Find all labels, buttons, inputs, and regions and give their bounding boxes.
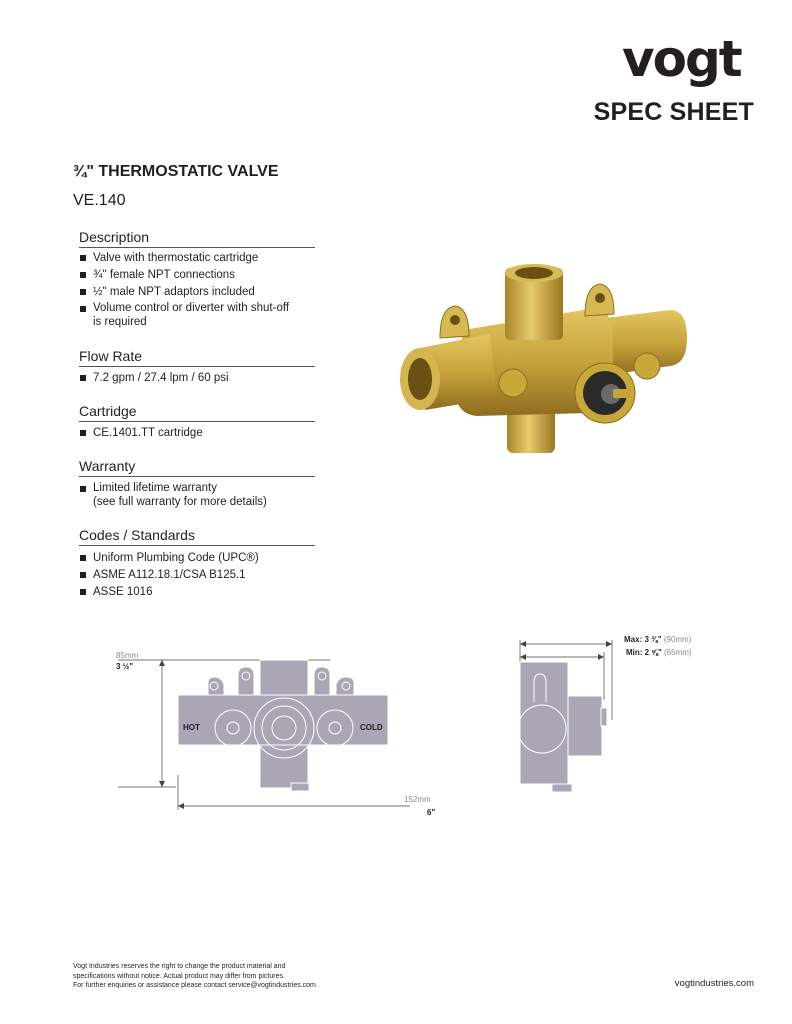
- front-view-drawing: [110, 655, 410, 820]
- description-heading: Description: [79, 229, 315, 248]
- width-mm-label: 152mm: [404, 795, 431, 804]
- codes-list: [80, 550, 330, 601]
- list-item: Limited lifetime warranty (see full warranty for more details): [80, 481, 330, 509]
- hot-label: HOT: [183, 723, 200, 732]
- cartridge-list: [80, 425, 330, 442]
- cold-label: COLD: [360, 723, 383, 732]
- cartridge-heading: Cartridge: [79, 403, 315, 422]
- width-in-label: 6": [427, 808, 436, 817]
- warranty-heading: Warranty: [79, 458, 315, 477]
- list-item: ¾" female NPT connections: [80, 267, 330, 284]
- min-depth-label: [626, 648, 692, 657]
- list-item: CE.1401.TT cartridge: [80, 425, 330, 442]
- description-list: [80, 250, 330, 329]
- min-depth-value: Min: 2 ⅝": [626, 648, 662, 657]
- list-item: Uniform Plumbing Code (UPC®): [80, 550, 330, 567]
- list-item: 7.2 gpm / 27.4 lpm / 60 psi: [80, 370, 330, 387]
- max-depth-label: [624, 635, 691, 644]
- spec-sheet-heading: SPEC SHEET: [593, 98, 754, 126]
- footer-disclaimer: Vogt Industries reserves the right to change the product material and specifications without notice. Actual product may differ from pictures. For further enquiries or assistance please contact service@vogtindustries.com.: [73, 963, 318, 989]
- min-depth-mm: (65mm): [664, 648, 692, 657]
- max-depth-value: Max: 3 ⅜": [624, 635, 662, 644]
- max-depth-mm: (90mm): [663, 635, 692, 644]
- flow-rate-list: [80, 370, 330, 387]
- list-item: Valve with thermostatic cartridge: [80, 250, 330, 267]
- product-title: ¾" THERMOSTATIC VALVE: [73, 163, 279, 180]
- vogt-logo: vogt: [622, 30, 741, 88]
- height-in-label: 3 ½": [116, 662, 134, 671]
- height-mm-label: 85mm: [116, 651, 139, 660]
- list-item: ½" male NPT adaptors included: [80, 284, 330, 301]
- list-item: ASSE 1016: [80, 584, 330, 601]
- product-model: VE.140: [73, 192, 126, 209]
- list-item: Volume control or diverter with shut-off is required: [80, 301, 330, 329]
- codes-heading: Codes / Standards: [79, 527, 315, 546]
- warranty-list: [80, 481, 330, 509]
- flow-rate-heading: Flow Rate: [79, 348, 315, 367]
- list-item: ASME A112.18.1/CSA B125.1: [80, 567, 330, 584]
- side-view-drawing: [512, 640, 622, 800]
- website-link[interactable]: vogtindustries.com: [674, 978, 754, 989]
- valve-product-image: [385, 258, 705, 458]
